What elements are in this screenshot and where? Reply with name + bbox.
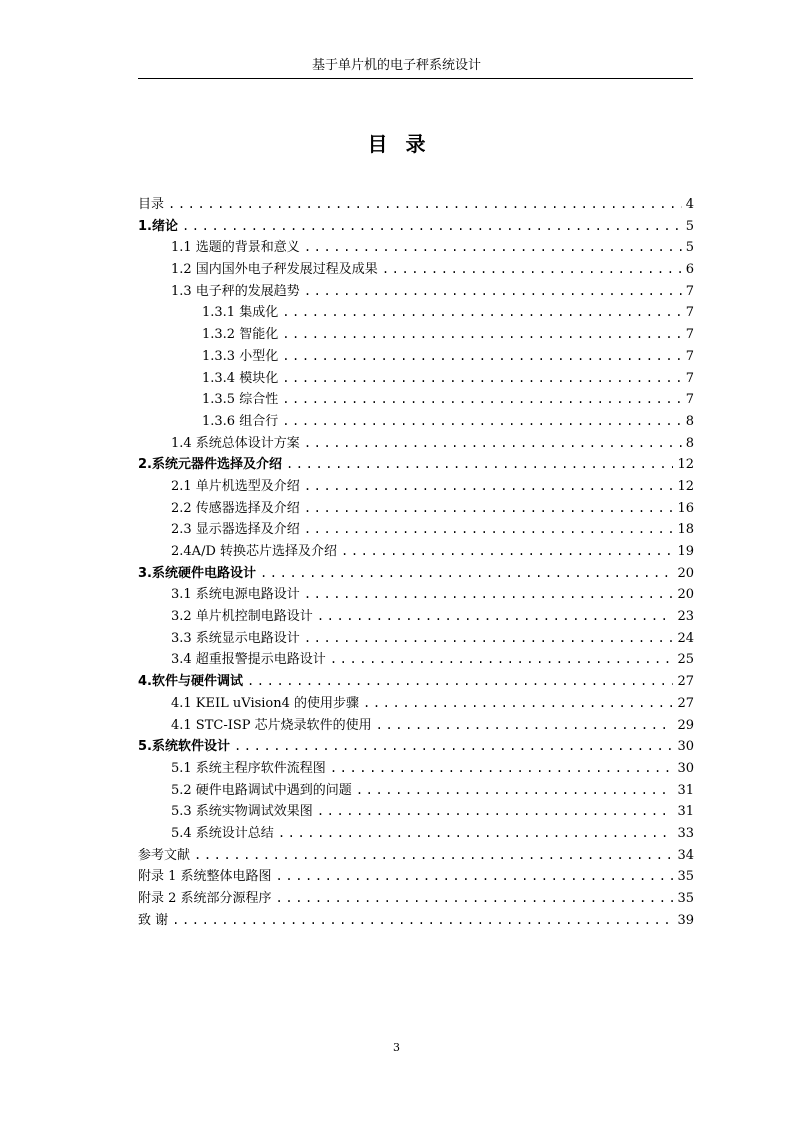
toc-entry-page: 16 <box>677 500 694 516</box>
toc-entry-page: 20 <box>677 565 694 581</box>
toc-entry[interactable] <box>138 671 694 693</box>
toc-dot-leader <box>234 736 673 758</box>
toc-entry-label: 1.2 国内国外电子秤发展过程及成果 <box>171 262 378 278</box>
toc-entry[interactable] <box>138 563 694 585</box>
toc-entry-label: 2.系统元器件选择及介绍 <box>138 457 282 473</box>
toc-entry[interactable] <box>138 606 694 628</box>
toc-entry-label: 1.绪论 <box>138 218 178 234</box>
toc-entry-page: 35 <box>677 869 694 885</box>
toc-entry-page: 12 <box>677 457 694 473</box>
toc-entry-label: 4.1 STC-ISP 芯片烧录软件的使用 <box>171 717 372 733</box>
toc-entry-page: 7 <box>685 348 694 364</box>
toc-entry[interactable] <box>138 910 694 932</box>
toc-entry-page: 31 <box>677 804 694 820</box>
toc-entry[interactable] <box>138 346 694 368</box>
table-of-contents <box>138 194 694 931</box>
toc-dot-leader <box>304 433 682 455</box>
toc-entry-page: 5 <box>685 240 694 256</box>
toc-entry-page: 8 <box>685 435 694 451</box>
toc-entry-label: 1.3 电子秤的发展趋势 <box>171 283 300 299</box>
toc-entry[interactable] <box>138 845 694 867</box>
toc-entry-label: 3.1 系统电源电路设计 <box>171 587 300 603</box>
toc-dot-leader <box>304 498 674 520</box>
toc-entry-page: 7 <box>685 283 694 299</box>
toc-heading: 目录 <box>367 132 444 156</box>
toc-entry-page: 27 <box>677 695 694 711</box>
toc-entry[interactable] <box>138 476 694 498</box>
toc-entry-page: 20 <box>677 587 694 603</box>
toc-entry-label: 2.1 单片机选型及介绍 <box>171 478 300 494</box>
toc-dot-leader <box>276 888 674 910</box>
toc-entry[interactable] <box>138 628 694 650</box>
toc-dot-leader <box>382 259 682 281</box>
toc-entry-page: 30 <box>677 760 694 776</box>
toc-entry-label: 1.3.4 模块化 <box>202 370 279 386</box>
header-divider <box>138 78 693 79</box>
toc-entry-page: 4 <box>685 197 694 212</box>
toc-entry-page: 24 <box>677 630 694 646</box>
toc-entry-page: 12 <box>677 478 694 494</box>
toc-entry-label: 5.4 系统设计总结 <box>171 825 274 841</box>
toc-entry-label: 3.2 单片机控制电路设计 <box>171 609 313 625</box>
toc-entry-label: 1.3.2 智能化 <box>202 327 279 343</box>
toc-dot-leader <box>304 628 674 650</box>
toc-dot-leader <box>282 346 682 368</box>
toc-dot-leader <box>304 584 674 606</box>
toc-entry-label: 2.2 传感器选择及介绍 <box>171 500 300 516</box>
toc-entry-label: 1.3.3 小型化 <box>202 348 279 364</box>
toc-entry-label: 2.3 显示器选择及介绍 <box>171 522 300 538</box>
toc-dot-leader <box>304 237 682 259</box>
toc-dot-leader <box>278 823 674 845</box>
toc-entry[interactable] <box>138 541 694 563</box>
toc-entry[interactable] <box>138 368 694 390</box>
toc-entry-label: 5.1 系统主程序软件流程图 <box>171 760 326 776</box>
toc-entry-label: 1.4 系统总体设计方案 <box>171 435 300 451</box>
toc-entry-page: 30 <box>677 739 694 755</box>
toc-entry-label: 3.3 系统显示电路设计 <box>171 630 300 646</box>
toc-dot-leader <box>194 845 673 867</box>
toc-dot-leader <box>317 801 674 823</box>
toc-dot-leader <box>304 476 674 498</box>
toc-dot-leader <box>276 866 674 888</box>
toc-entry-page: 25 <box>677 652 694 668</box>
toc-dot-leader <box>282 368 682 390</box>
toc-dot-leader <box>376 715 674 737</box>
toc-dot-leader <box>182 216 682 238</box>
toc-entry-page: 29 <box>677 717 694 733</box>
toc-entry-label: 1.3.1 集成化 <box>202 305 279 321</box>
toc-entry-label: 3.4 超重报警提示电路设计 <box>171 652 326 668</box>
toc-entry-label: 4.1 KEIL uVision4 的使用步骤 <box>171 695 360 711</box>
toc-entry[interactable] <box>138 216 694 238</box>
toc-entry-page: 6 <box>685 262 694 278</box>
toc-entry-page: 7 <box>685 392 694 408</box>
toc-dot-leader <box>282 389 682 411</box>
toc-entry-label: 附录 2 系统部分源程序 <box>138 891 272 906</box>
toc-entry-label: 4.软件与硬件调试 <box>138 674 243 690</box>
toc-dot-leader <box>330 758 674 780</box>
toc-entry[interactable] <box>138 866 694 888</box>
toc-dot-leader <box>282 302 682 324</box>
toc-dot-leader <box>172 910 673 932</box>
toc-dot-leader <box>168 194 682 216</box>
toc-entry-label: 5.3 系统实物调试效果图 <box>171 804 313 820</box>
toc-entry-page: 31 <box>677 782 694 798</box>
toc-entry[interactable] <box>138 454 694 476</box>
toc-dot-leader <box>356 780 674 802</box>
toc-entry[interactable] <box>138 801 694 823</box>
toc-entry-page: 34 <box>677 847 694 863</box>
toc-entry[interactable] <box>138 324 694 346</box>
toc-entry[interactable] <box>138 389 694 411</box>
toc-entry[interactable] <box>138 498 694 520</box>
toc-entry[interactable] <box>138 693 694 715</box>
toc-entry-page: 35 <box>677 891 694 906</box>
toc-dot-leader <box>247 671 673 693</box>
toc-entry-page: 7 <box>685 370 694 386</box>
toc-entry-label: 附录 1 系统整体电路图 <box>138 869 272 885</box>
toc-entry[interactable] <box>138 237 694 259</box>
toc-entry[interactable] <box>138 715 694 737</box>
toc-entry-page: 33 <box>677 825 694 841</box>
toc-dot-leader <box>260 563 673 585</box>
page-number: 3 <box>393 1041 400 1054</box>
toc-entry-label: 2.4A/D 转换芯片选择及介绍 <box>171 544 337 559</box>
toc-dot-leader <box>304 519 674 541</box>
toc-entry-label: 5.2 硬件电路调试中遇到的问题 <box>171 782 352 798</box>
toc-entry-label: 目录 <box>138 197 165 212</box>
toc-entry-page: 7 <box>685 305 694 321</box>
toc-entry[interactable] <box>138 649 694 671</box>
toc-entry-page: 5 <box>685 218 694 234</box>
toc-entry-page: 23 <box>677 609 694 625</box>
toc-entry[interactable] <box>138 519 694 541</box>
toc-entry[interactable] <box>138 736 694 758</box>
toc-entry[interactable] <box>138 823 694 845</box>
toc-entry[interactable] <box>138 758 694 780</box>
toc-dot-leader <box>330 649 674 671</box>
toc-dot-leader <box>282 411 682 433</box>
toc-dot-leader <box>304 281 682 303</box>
toc-entry-label: 1.3.6 组合行 <box>202 413 279 429</box>
toc-entry-label: 1.1 选题的背景和意义 <box>171 240 300 256</box>
toc-entry-label: 5.系统软件设计 <box>138 739 230 755</box>
toc-entry-label: 3.系统硬件电路设计 <box>138 565 256 581</box>
toc-dot-leader <box>282 324 682 346</box>
toc-dot-leader <box>317 606 674 628</box>
toc-entry-label: 参考文献 <box>138 847 191 863</box>
toc-dot-leader <box>341 541 673 563</box>
toc-entry[interactable] <box>138 259 694 281</box>
toc-entry[interactable] <box>138 411 694 433</box>
toc-dot-leader <box>363 693 673 715</box>
toc-entry[interactable] <box>138 281 694 303</box>
toc-entry-label: 1.3.5 综合性 <box>202 392 279 408</box>
toc-entry-label: 致 谢 <box>138 912 169 928</box>
toc-entry-page: 19 <box>677 544 694 559</box>
toc-entry-page: 8 <box>685 413 694 429</box>
toc-entry-page: 7 <box>685 327 694 343</box>
toc-entry[interactable] <box>138 584 694 606</box>
toc-entry[interactable] <box>138 780 694 802</box>
toc-entry-page: 18 <box>677 522 694 538</box>
toc-dot-leader <box>286 454 673 476</box>
running-header-title: 基于单片机的电子秤系统设计 <box>311 58 481 73</box>
toc-entry[interactable] <box>138 194 694 216</box>
toc-entry[interactable] <box>138 433 694 455</box>
toc-entry-page: 39 <box>677 912 694 928</box>
toc-entry[interactable] <box>138 888 694 910</box>
toc-entry[interactable] <box>138 302 694 324</box>
toc-entry-page: 27 <box>677 674 694 690</box>
